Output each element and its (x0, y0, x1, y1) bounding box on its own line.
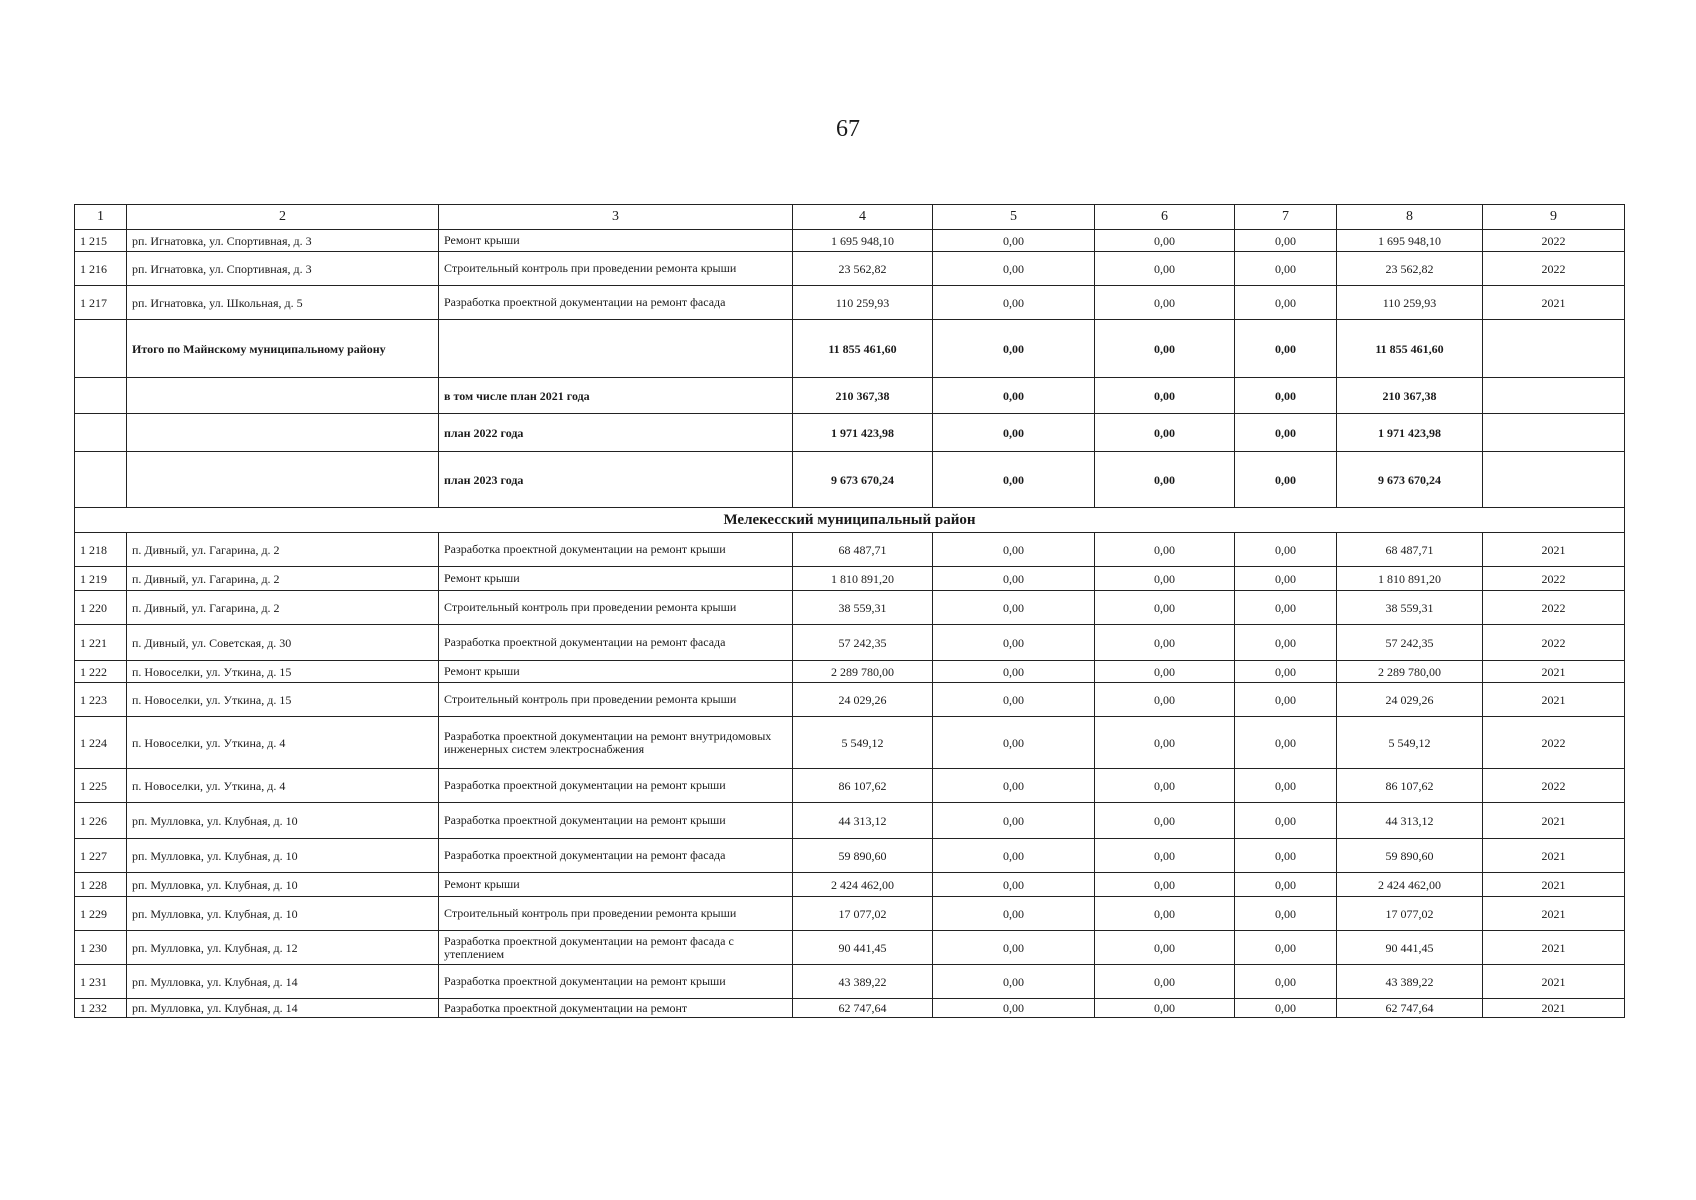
total-row (75, 320, 1625, 378)
row-number: 1 230 (75, 931, 127, 965)
table-row (75, 533, 1625, 567)
year-cell (1483, 452, 1625, 508)
total-label: Итого по Майнскому муниципальному району (127, 320, 439, 378)
amount-cell: 0,00 (1235, 414, 1337, 452)
amount-cell: 59 890,60 (1337, 839, 1483, 873)
amount-cell: 0,00 (933, 965, 1095, 999)
amount-cell: 0,00 (933, 252, 1095, 286)
table-row (75, 803, 1625, 839)
amount-cell: 5 549,12 (1337, 717, 1483, 769)
total-row-plan-2022 (75, 414, 1625, 452)
year-cell: 2021 (1483, 286, 1625, 320)
amount-cell: 0,00 (1095, 873, 1235, 897)
address-cell: рп. Мулловка, ул. Клубная, д. 14 (127, 999, 439, 1018)
table-row (75, 717, 1625, 769)
amount-cell: 44 313,12 (1337, 803, 1483, 839)
amount-cell: 1 810 891,20 (1337, 567, 1483, 591)
row-number: 1 224 (75, 717, 127, 769)
table-row (75, 769, 1625, 803)
amount-cell: 2 424 462,00 (793, 873, 933, 897)
amount-cell: 24 029,26 (793, 683, 933, 717)
work-cell: Разработка проектной документации на ремонт крыши (439, 965, 793, 999)
address-cell (127, 452, 439, 508)
amount-cell: 210 367,38 (1337, 378, 1483, 414)
amount-cell: 0,00 (933, 533, 1095, 567)
address-cell: п. Новоселки, ул. Уткина, д. 4 (127, 717, 439, 769)
year-cell: 2021 (1483, 897, 1625, 931)
column-header: 2 (127, 205, 439, 230)
address-cell: рп. Мулловка, ул. Клубная, д. 10 (127, 873, 439, 897)
amount-cell: 57 242,35 (793, 625, 933, 661)
year-cell: 2022 (1483, 625, 1625, 661)
amount-cell: 2 289 780,00 (1337, 661, 1483, 683)
total-row-plan-2023 (75, 452, 1625, 508)
amount-cell: 0,00 (1235, 897, 1337, 931)
amount-cell: 68 487,71 (793, 533, 933, 567)
column-header: 5 (933, 205, 1095, 230)
amount-cell: 0,00 (1095, 897, 1235, 931)
row-number (75, 320, 127, 378)
column-header: 1 (75, 205, 127, 230)
amount-cell: 1 695 948,10 (793, 230, 933, 252)
address-cell: п. Дивный, ул. Гагарина, д. 2 (127, 567, 439, 591)
table-row (75, 683, 1625, 717)
address-cell (127, 378, 439, 414)
work-cell (439, 320, 793, 378)
column-header: 6 (1095, 205, 1235, 230)
table-row (75, 965, 1625, 999)
column-header: 8 (1337, 205, 1483, 230)
row-number: 1 228 (75, 873, 127, 897)
amount-cell: 1 971 423,98 (1337, 414, 1483, 452)
page-number: 67 (836, 116, 860, 142)
amount-cell: 210 367,38 (793, 378, 933, 414)
row-number: 1 227 (75, 839, 127, 873)
year-cell: 2022 (1483, 591, 1625, 625)
amount-cell: 38 559,31 (793, 591, 933, 625)
plan-label: план 2023 года (439, 452, 793, 508)
work-cell: Разработка проектной документации на ремонт (439, 999, 793, 1018)
amount-cell: 44 313,12 (793, 803, 933, 839)
column-number-row (75, 205, 1625, 230)
amount-cell: 0,00 (933, 286, 1095, 320)
year-cell: 2021 (1483, 931, 1625, 965)
address-cell: рп. Мулловка, ул. Клубная, д. 10 (127, 803, 439, 839)
amount-cell: 90 441,45 (1337, 931, 1483, 965)
amount-cell: 86 107,62 (1337, 769, 1483, 803)
column-header: 9 (1483, 205, 1625, 230)
address-cell: п. Дивный, ул. Советская, д. 30 (127, 625, 439, 661)
amount-cell: 1 971 423,98 (793, 414, 933, 452)
row-number: 1 226 (75, 803, 127, 839)
amount-cell: 17 077,02 (793, 897, 933, 931)
table-row (75, 230, 1625, 252)
address-cell: рп. Игнатовка, ул. Школьная, д. 5 (127, 286, 439, 320)
table-row (75, 252, 1625, 286)
section-heading-row (75, 508, 1625, 533)
amount-cell: 0,00 (933, 897, 1095, 931)
amount-cell: 43 389,22 (793, 965, 933, 999)
amount-cell: 0,00 (933, 803, 1095, 839)
row-number: 1 215 (75, 230, 127, 252)
work-cell: Разработка проектной документации на ремонт фасада (439, 286, 793, 320)
work-cell: Разработка проектной документации на ремонт фасада (439, 625, 793, 661)
amount-cell: 0,00 (933, 873, 1095, 897)
row-number: 1 223 (75, 683, 127, 717)
amount-cell: 0,00 (933, 717, 1095, 769)
year-cell: 2021 (1483, 533, 1625, 567)
year-cell: 2021 (1483, 965, 1625, 999)
table-row (75, 873, 1625, 897)
year-cell: 2021 (1483, 661, 1625, 683)
row-number: 1 219 (75, 567, 127, 591)
row-number (75, 414, 127, 452)
table-row (75, 591, 1625, 625)
work-cell: Разработка проектной документации на ремонт крыши (439, 803, 793, 839)
table-row (75, 999, 1625, 1018)
amount-cell: 23 562,82 (1337, 252, 1483, 286)
amount-cell: 0,00 (1095, 625, 1235, 661)
amount-cell: 0,00 (1235, 803, 1337, 839)
amount-cell: 0,00 (1095, 567, 1235, 591)
amount-cell: 0,00 (933, 591, 1095, 625)
total-row-plan-2021 (75, 378, 1625, 414)
amount-cell: 0,00 (1235, 286, 1337, 320)
amount-cell: 0,00 (1095, 414, 1235, 452)
work-cell: Строительный контроль при проведении ремонта крыши (439, 683, 793, 717)
amount-cell: 2 424 462,00 (1337, 873, 1483, 897)
amount-cell: 0,00 (1095, 965, 1235, 999)
amount-cell: 0,00 (1235, 661, 1337, 683)
work-cell: Ремонт крыши (439, 661, 793, 683)
amount-cell: 0,00 (933, 769, 1095, 803)
amount-cell: 0,00 (1095, 378, 1235, 414)
amount-cell: 0,00 (1235, 873, 1337, 897)
amount-cell: 0,00 (933, 320, 1095, 378)
amount-cell: 0,00 (1235, 965, 1337, 999)
amount-cell: 86 107,62 (793, 769, 933, 803)
amount-cell: 59 890,60 (793, 839, 933, 873)
amount-cell: 0,00 (1095, 769, 1235, 803)
plan-label: план 2022 года (439, 414, 793, 452)
year-cell: 2022 (1483, 567, 1625, 591)
amount-cell: 0,00 (1095, 230, 1235, 252)
amount-cell: 11 855 461,60 (1337, 320, 1483, 378)
year-cell: 2021 (1483, 873, 1625, 897)
amount-cell: 1 810 891,20 (793, 567, 933, 591)
row-number: 1 221 (75, 625, 127, 661)
amount-cell: 110 259,93 (1337, 286, 1483, 320)
plan-label: в том числе план 2021 года (439, 378, 793, 414)
section-title: Мелекесский муниципальный район (75, 508, 1625, 533)
row-number (75, 378, 127, 414)
work-cell: Строительный контроль при проведении ремонта крыши (439, 897, 793, 931)
amount-cell: 5 549,12 (793, 717, 933, 769)
amount-cell: 62 747,64 (793, 999, 933, 1018)
address-cell: рп. Мулловка, ул. Клубная, д. 10 (127, 897, 439, 931)
amount-cell: 0,00 (1095, 252, 1235, 286)
amount-cell: 0,00 (1095, 533, 1235, 567)
address-cell (127, 414, 439, 452)
amount-cell: 0,00 (1235, 591, 1337, 625)
amount-cell: 0,00 (1235, 252, 1337, 286)
column-header: 4 (793, 205, 933, 230)
work-cell: Разработка проектной документации на ремонт фасада (439, 839, 793, 873)
amount-cell: 0,00 (1235, 839, 1337, 873)
amount-cell: 0,00 (1095, 931, 1235, 965)
amount-cell: 0,00 (1235, 999, 1337, 1018)
amount-cell: 0,00 (933, 999, 1095, 1018)
amount-cell: 2 289 780,00 (793, 661, 933, 683)
amount-cell: 0,00 (1235, 769, 1337, 803)
amount-cell: 62 747,64 (1337, 999, 1483, 1018)
amount-cell: 0,00 (933, 931, 1095, 965)
amount-cell: 0,00 (1095, 999, 1235, 1018)
address-cell: п. Дивный, ул. Гагарина, д. 2 (127, 533, 439, 567)
work-cell: Разработка проектной документации на ремонт крыши (439, 533, 793, 567)
row-number: 1 231 (75, 965, 127, 999)
year-cell: 2022 (1483, 252, 1625, 286)
amount-cell: 1 695 948,10 (1337, 230, 1483, 252)
amount-cell: 43 389,22 (1337, 965, 1483, 999)
year-cell (1483, 414, 1625, 452)
address-cell: п. Дивный, ул. Гагарина, д. 2 (127, 591, 439, 625)
amount-cell: 0,00 (1095, 320, 1235, 378)
year-cell: 2022 (1483, 230, 1625, 252)
row-number (75, 452, 127, 508)
amount-cell: 9 673 670,24 (1337, 452, 1483, 508)
work-cell: Ремонт крыши (439, 230, 793, 252)
work-cell: Разработка проектной документации на ремонт фасада с утеплением (439, 931, 793, 965)
amount-cell: 90 441,45 (793, 931, 933, 965)
year-cell: 2021 (1483, 803, 1625, 839)
work-cell: Разработка проектной документации на ремонт крыши (439, 769, 793, 803)
work-cell: Строительный контроль при проведении ремонта крыши (439, 591, 793, 625)
amount-cell: 23 562,82 (793, 252, 933, 286)
row-number: 1 225 (75, 769, 127, 803)
address-cell: рп. Мулловка, ул. Клубная, д. 12 (127, 931, 439, 965)
table-row (75, 661, 1625, 683)
amount-cell: 0,00 (933, 452, 1095, 508)
amount-cell: 0,00 (1235, 717, 1337, 769)
amount-cell: 0,00 (1235, 567, 1337, 591)
year-cell: 2021 (1483, 683, 1625, 717)
amount-cell: 0,00 (933, 378, 1095, 414)
row-number: 1 220 (75, 591, 127, 625)
amount-cell: 0,00 (1095, 452, 1235, 508)
row-number: 1 232 (75, 999, 127, 1018)
repair-plan-table (74, 204, 1625, 1018)
row-number: 1 218 (75, 533, 127, 567)
amount-cell: 57 242,35 (1337, 625, 1483, 661)
year-cell: 2022 (1483, 717, 1625, 769)
amount-cell: 0,00 (933, 414, 1095, 452)
work-cell: Ремонт крыши (439, 567, 793, 591)
work-cell: Разработка проектной документации на ремонт внутридомовых инженерных систем электроснабжения (439, 717, 793, 769)
amount-cell: 0,00 (1235, 533, 1337, 567)
amount-cell: 0,00 (1235, 320, 1337, 378)
address-cell: рп. Игнатовка, ул. Спортивная, д. 3 (127, 252, 439, 286)
address-cell: п. Новоселки, ул. Уткина, д. 15 (127, 683, 439, 717)
amount-cell: 38 559,31 (1337, 591, 1483, 625)
table-row (75, 897, 1625, 931)
table-row (75, 625, 1625, 661)
year-cell (1483, 320, 1625, 378)
amount-cell: 17 077,02 (1337, 897, 1483, 931)
work-cell: Ремонт крыши (439, 873, 793, 897)
amount-cell: 24 029,26 (1337, 683, 1483, 717)
amount-cell: 0,00 (933, 230, 1095, 252)
amount-cell: 68 487,71 (1337, 533, 1483, 567)
table-row (75, 931, 1625, 965)
amount-cell: 0,00 (1235, 625, 1337, 661)
amount-cell: 0,00 (1095, 803, 1235, 839)
amount-cell: 0,00 (1235, 378, 1337, 414)
work-cell: Строительный контроль при проведении ремонта крыши (439, 252, 793, 286)
year-cell: 2021 (1483, 839, 1625, 873)
address-cell: п. Новоселки, ул. Уткина, д. 4 (127, 769, 439, 803)
year-cell: 2022 (1483, 769, 1625, 803)
amount-cell: 0,00 (1095, 839, 1235, 873)
row-number: 1 216 (75, 252, 127, 286)
amount-cell: 0,00 (1235, 452, 1337, 508)
year-cell (1483, 378, 1625, 414)
amount-cell: 110 259,93 (793, 286, 933, 320)
amount-cell: 0,00 (1235, 931, 1337, 965)
amount-cell: 0,00 (1095, 661, 1235, 683)
amount-cell: 0,00 (933, 661, 1095, 683)
address-cell: рп. Мулловка, ул. Клубная, д. 14 (127, 965, 439, 999)
address-cell: п. Новоселки, ул. Уткина, д. 15 (127, 661, 439, 683)
amount-cell: 0,00 (933, 567, 1095, 591)
column-header: 3 (439, 205, 793, 230)
row-number: 1 217 (75, 286, 127, 320)
amount-cell: 0,00 (1235, 230, 1337, 252)
amount-cell: 0,00 (1095, 683, 1235, 717)
row-number: 1 229 (75, 897, 127, 931)
amount-cell: 0,00 (933, 625, 1095, 661)
amount-cell: 9 673 670,24 (793, 452, 933, 508)
address-cell: рп. Игнатовка, ул. Спортивная, д. 3 (127, 230, 439, 252)
amount-cell: 0,00 (1095, 717, 1235, 769)
amount-cell: 11 855 461,60 (793, 320, 933, 378)
amount-cell: 0,00 (1095, 286, 1235, 320)
column-header: 7 (1235, 205, 1337, 230)
amount-cell: 0,00 (1235, 683, 1337, 717)
amount-cell: 0,00 (933, 839, 1095, 873)
table-row (75, 839, 1625, 873)
address-cell: рп. Мулловка, ул. Клубная, д. 10 (127, 839, 439, 873)
amount-cell: 0,00 (933, 683, 1095, 717)
table-row (75, 567, 1625, 591)
year-cell: 2021 (1483, 999, 1625, 1018)
row-number: 1 222 (75, 661, 127, 683)
table-row (75, 286, 1625, 320)
amount-cell: 0,00 (1095, 591, 1235, 625)
